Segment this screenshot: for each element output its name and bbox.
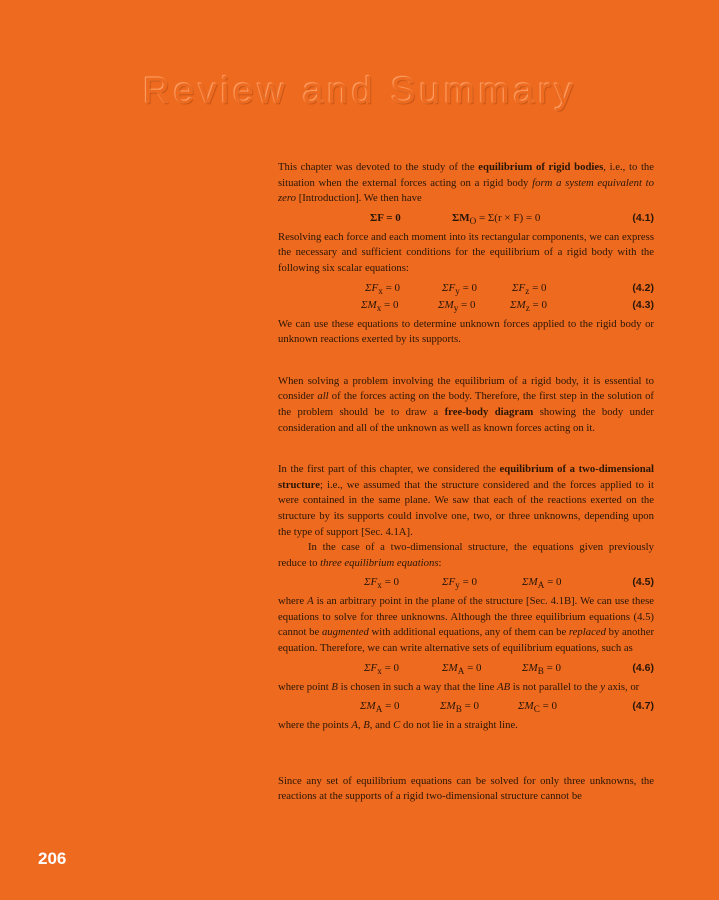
paragraph-intro: This chapter was devoted to the study of the equilibrium of rigid bodies, i.e., to the situation when the external forces acting on a rigid body form a system equivalent to zero [Introduction]. We then have bbox=[278, 161, 654, 205]
bold-term: free-body diagram bbox=[444, 405, 534, 418]
paragraph-straight-line: where the points A, B, and C do not lie in a straight line. bbox=[278, 719, 518, 732]
equation-4-5: $\Sigma F_x = 0$ $\Sigma F_y = 0$ $\Sigma M_A = 0$ (4.5) bbox=[364, 576, 654, 591]
equation-number: (4.2) bbox=[632, 281, 654, 294]
equation-4-3: $\Sigma M_x = 0$ $\Sigma M_y = 0$ $\Sigma M_z = 0$ (4.3) bbox=[361, 298, 654, 313]
paragraph-free-body: When solving a problem involving the equilibrium of a rigid body, it is essential to consider all of the forces acting on the body. Therefore, the first step in the solution of the problem should be to draw a free-body diagram showing the body under consideration and all of the unknown as well as known forces acting on it. bbox=[278, 374, 654, 434]
equation-4-7: $\Sigma M_A = 0$ $\Sigma M_B = 0$ $\Sigma M_C = 0$ (4.7) bbox=[360, 700, 654, 715]
bold-term: equilibrium of a two-dimensional structure bbox=[278, 463, 655, 491]
equation-4-2: $\Sigma F_x = 0$ $\Sigma F_y = 0$ $\Sigma F_z = 0$ (4.2) bbox=[365, 281, 654, 296]
summary-text bbox=[278, 160, 654, 805]
paragraph-alternative-sets: where A is an arbitrary point in the plane of the structure [Sec. 4.1B]. We can use these equations to solve for three unknowns. Although the three equilibrium equations (4.5) cannot be augmented with additional equations, any of them can be replaced by another equation. Therefore, we can write alternative sets of equilibrium equations, such as bbox=[278, 595, 655, 655]
equation-number: (4.5) bbox=[632, 576, 654, 589]
page-number: 206 bbox=[38, 849, 67, 868]
paragraph-statically-indeterminate: Since any set of equilibrium equations can be solved for only three unknowns, the reactions at the supports of a rigid two-dimensional structure cannot be bbox=[278, 774, 654, 803]
equation-4-1: ΣF = 0 $\Sigma M_O = \Sigma(r \times F) = 0$ (4.1) bbox=[370, 211, 654, 226]
chapter-title: Review and Summary bbox=[143, 70, 577, 111]
paragraph-three-equations: In the case of a two-dimensional structure, the equations given previously reduce to three equilibrium equations: bbox=[278, 541, 654, 569]
paragraph-components: Resolving each force and each moment into its rectangular components, we can express the necessary and sufficient conditions for the equilibrium of a rigid body with the following six scalar equations: bbox=[278, 230, 654, 274]
italic-term: form a system equivalent to zero bbox=[278, 176, 654, 205]
equation-number: (4.1) bbox=[632, 211, 654, 224]
equation-number: (4.6) bbox=[632, 661, 654, 674]
paragraph-two-dimensional: In the first part of this chapter, we considered the equilibrium of a two-dimensional structure; i.e., we assumed that the structure considered and the forces applied to it were contained in the same plane. We saw that each of the reactions exerted on the structure by its supports could involve one, two, or three unknowns, depending upon the type of support [Sec. 4.1A]. bbox=[278, 463, 655, 538]
equation-number: (4.3) bbox=[632, 298, 654, 311]
paragraph-unknown-forces: We can use these equations to determine unknown forces applied to the rigid body or unknown reactions exerted by its supports. bbox=[278, 317, 654, 346]
equation-number: (4.7) bbox=[632, 700, 654, 713]
bold-term: equilibrium of rigid bodies bbox=[478, 161, 604, 173]
equation-4-6: $\Sigma F_x = 0$ $\Sigma M_A = 0$ $\Sigma M_B = 0$ (4.6) bbox=[364, 661, 654, 676]
paragraph-point-b: where point B is chosen in such a way that the line AB is not parallel to the y axis, or bbox=[278, 680, 640, 693]
